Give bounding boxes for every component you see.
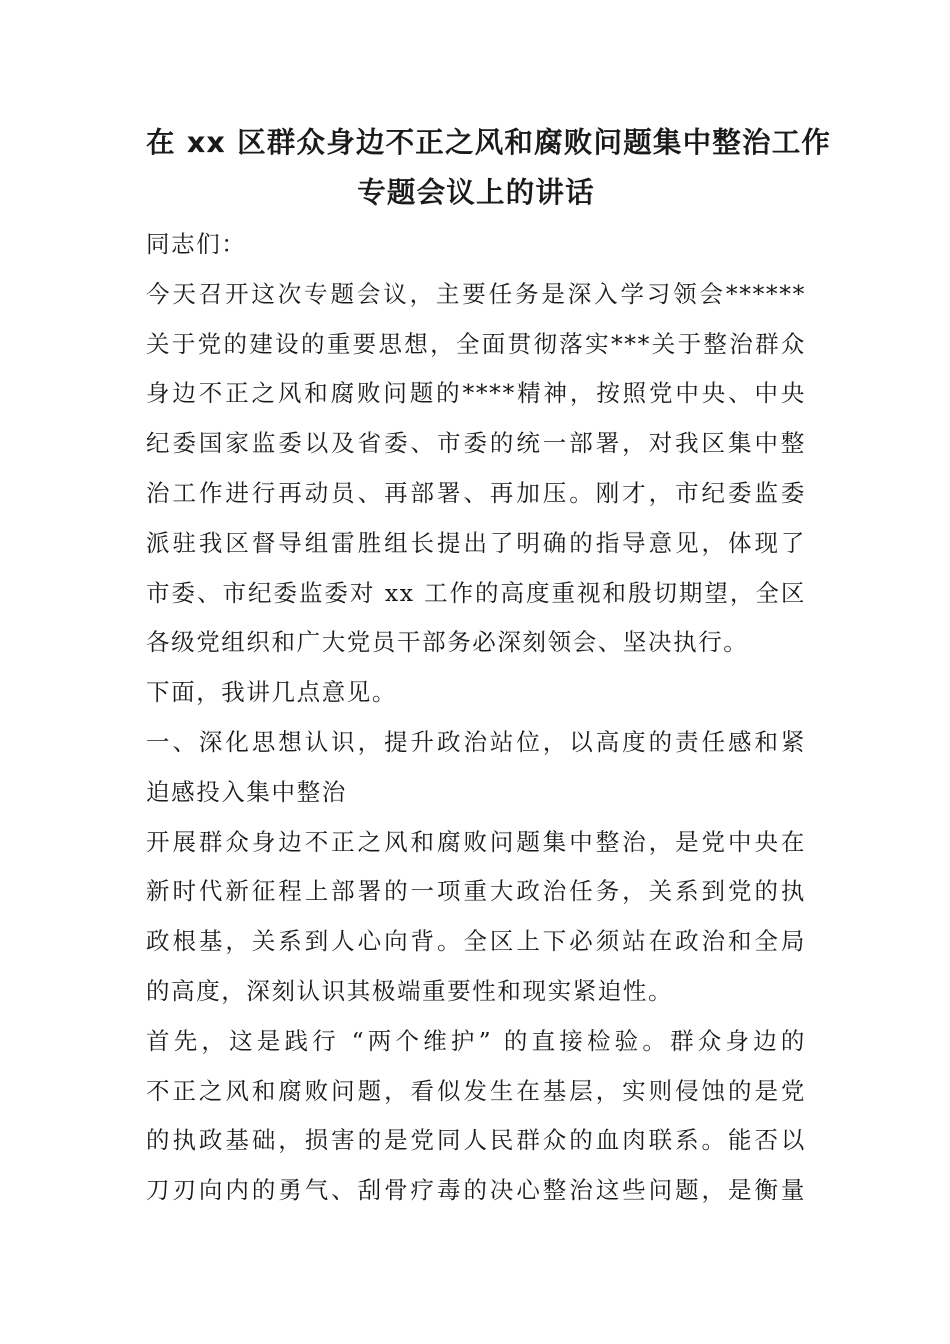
- text-line: 刀刃向内的勇气、刮骨疗毒的决心整治这些问题，是衡量: [146, 1176, 806, 1205]
- text-line: 治工作进行再动员、再部署、再加压。刚才，市纪委监委: [146, 478, 806, 507]
- text-line: 的执政基础，损害的是党同人民群众的血肉联系。能否以: [146, 1126, 806, 1155]
- document-page: [146, 118, 832, 1216]
- document-title: [146, 118, 832, 218]
- text-line: 各级党组织和广大党员干部务必深刻领会、坚决执行。: [146, 628, 749, 657]
- text-line: 派驻我区督导组雷胜组长提出了明确的指导意见，体现了: [146, 528, 806, 557]
- text-line: 纪委国家监委以及省委、市委的统一部署，对我区集中整: [146, 429, 806, 458]
- text-line: 新时代新征程上部署的一项重大政治任务，关系到党的执: [146, 877, 806, 906]
- text-line: 身边不正之风和腐败问题的****精神，按照党中央、中央: [146, 379, 806, 408]
- text-line: 市委、市纪委监委对 xx 工作的高度重视和殷切期望，全区: [146, 578, 806, 607]
- text-line: 一、深化思想认识，提升政治站位，以高度的责任感和紧: [146, 727, 806, 756]
- text-line: 同志们：: [146, 230, 247, 258]
- text-line: 政根基，关系到人心向背。全区上下必须站在政治和全局: [146, 927, 806, 956]
- text-line: 今天召开这次专题会议，主要任务是深入学习领会******: [146, 279, 806, 308]
- document-body: [146, 220, 806, 1216]
- text-line: 关于党的建设的重要思想，全面贯彻落实***关于整治群众: [146, 329, 806, 358]
- text-line: 不正之风和腐败问题，看似发生在基层，实则侵蚀的是党: [146, 1076, 806, 1105]
- text-line: 迫感投入集中整治: [146, 777, 347, 806]
- text-line: 首先，这是践行 “两个维护” 的直接检验。群众身边的: [146, 1026, 806, 1055]
- text-line: 下面，我讲几点意见。: [146, 678, 397, 707]
- text-line: 的高度，深刻认识其极端重要性和现实紧迫性。: [146, 976, 674, 1005]
- title-line-1: 在 xx 区群众身边不正之风和腐败问题集中整治工作: [146, 126, 832, 159]
- text-line: 开展群众身边不正之风和腐败问题集中整治，是党中央在: [146, 827, 806, 856]
- title-line-2: 专题会议上的讲话: [357, 176, 595, 209]
